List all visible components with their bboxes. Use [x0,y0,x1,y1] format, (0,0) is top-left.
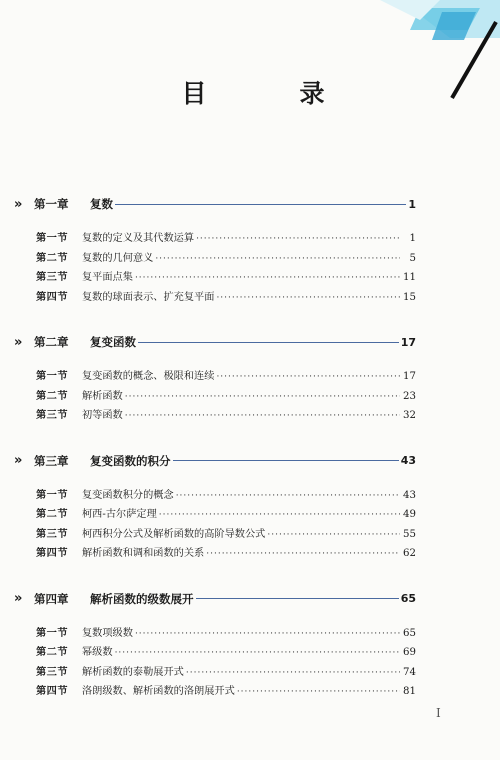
section-title: 复平面点集 [82,272,133,283]
section-page: 55 [403,528,416,540]
section-title: 柯西-古尔萨定理 [82,509,157,520]
toc-entry[interactable] [36,387,416,407]
section-number: 第三节 [36,271,69,283]
dot-leader [206,549,400,559]
dot-leader [125,392,400,402]
toc-entry[interactable] [36,643,416,663]
section-number: 第三节 [36,527,69,540]
section-page: 49 [403,509,416,520]
section-title: 初等函数 [82,410,123,421]
toc-entry[interactable] [36,249,416,269]
section-title: 复变函数积分的概念 [82,489,174,501]
section-number: 第三节 [36,409,69,421]
section-page: 11 [403,272,416,283]
toc-entry[interactable] [36,525,416,545]
chapter-block [14,588,416,702]
toc-entry[interactable] [36,544,416,564]
chevron-right-icon: » [14,591,23,606]
dot-leader [155,254,400,264]
section-number: 第一节 [36,232,69,244]
section-title: 复数的定义及其代数运算 [82,233,195,244]
section-title: 复数的球面表示、扩充复平面 [82,291,215,303]
chapter-title: 复变函数 [90,335,136,349]
chapter-block [14,450,416,564]
section-title: 柯西积分公式及解析函数的高阶导数公式 [82,528,266,540]
toc-entry[interactable] [36,682,416,702]
dot-leader [196,234,400,244]
chapter-page: 1 [408,197,416,211]
chapter-block [14,331,416,426]
chapter-heading[interactable] [14,450,416,472]
toc-entry[interactable] [36,505,416,525]
dot-leader [176,491,400,501]
section-page: 74 [403,666,416,678]
toc-entry[interactable] [36,486,416,506]
section-page: 5 [409,252,416,264]
section-number: 第四节 [36,547,69,559]
section-page: 23 [403,390,416,402]
folio: I [436,706,441,720]
chapter-title: 解析函数的级数展开 [90,591,194,606]
chapter-rule [196,598,399,599]
dot-leader [125,411,400,421]
section-number: 第四节 [36,290,69,303]
section-title: 解析函数的泰勒展开式 [82,666,184,678]
table-of-contents [14,193,416,702]
chapter-heading[interactable] [14,331,416,353]
section-title: 洛朗级数、解析函数的洛朗展开式 [82,686,235,697]
dot-leader [237,687,400,697]
section-number: 第二节 [36,389,69,402]
section-page: 32 [403,410,416,421]
chevron-right-icon: » [14,453,23,468]
chapter-title: 复变函数的积分 [90,453,171,468]
dot-leader [186,668,400,678]
section-number: 第一节 [36,370,69,382]
section-page: 17 [403,371,416,382]
section-page: 81 [403,686,416,697]
dot-leader [216,293,400,303]
section-title: 复数的几何意义 [82,252,154,264]
section-title: 幂级数 [82,647,113,658]
toc-entry[interactable] [36,367,416,387]
section-page: 69 [403,647,416,658]
section-title: 复变函数的概念、极限和连续 [82,371,215,382]
chevron-right-icon: » [14,334,23,350]
toc-entry[interactable] [36,288,416,308]
section-page: 1 [409,233,416,244]
section-number: 第三节 [36,665,69,678]
chapter-rule [115,204,406,205]
chapter-number: 第一章 [34,197,69,211]
toc-entry[interactable] [36,406,416,426]
dot-leader [135,273,400,283]
chapter-rule [138,342,399,343]
chapter-number: 第三章 [34,453,69,468]
toc-entry[interactable] [36,663,416,683]
dot-leader [159,510,400,520]
section-number: 第二节 [36,646,69,658]
section-title: 解析函数和调和函数的关系 [82,548,205,559]
chevron-right-icon: » [14,196,23,212]
toc-entry[interactable] [36,624,416,644]
section-number: 第二节 [36,251,69,264]
toc-entry[interactable] [36,268,416,288]
section-page: 15 [403,291,416,303]
chapter-number: 第二章 [34,335,69,349]
chapter-heading[interactable] [14,588,416,610]
section-number: 第一节 [36,626,69,639]
dot-leader [115,648,400,658]
section-number: 第一节 [36,488,69,501]
toc-entry[interactable] [36,229,416,249]
chapter-number: 第四章 [34,591,69,606]
section-page: 62 [403,548,416,559]
section-number: 第四节 [36,685,69,697]
page-title: 目 录 [181,79,359,108]
chapter-block [14,193,416,307]
chapter-heading[interactable] [14,193,416,215]
section-page: 65 [403,627,416,639]
dot-leader [267,530,400,540]
section-title: 解析函数 [82,390,123,402]
section-number: 第二节 [36,508,69,520]
dot-leader [135,629,400,639]
chapter-page: 43 [400,454,416,467]
chapter-title: 复数 [90,197,113,211]
dot-leader [216,372,400,382]
chapter-page: 65 [400,592,416,605]
chapter-rule [173,460,399,461]
chapter-page: 17 [400,335,416,349]
section-title: 复数项级数 [82,627,133,639]
section-page: 43 [403,489,416,501]
